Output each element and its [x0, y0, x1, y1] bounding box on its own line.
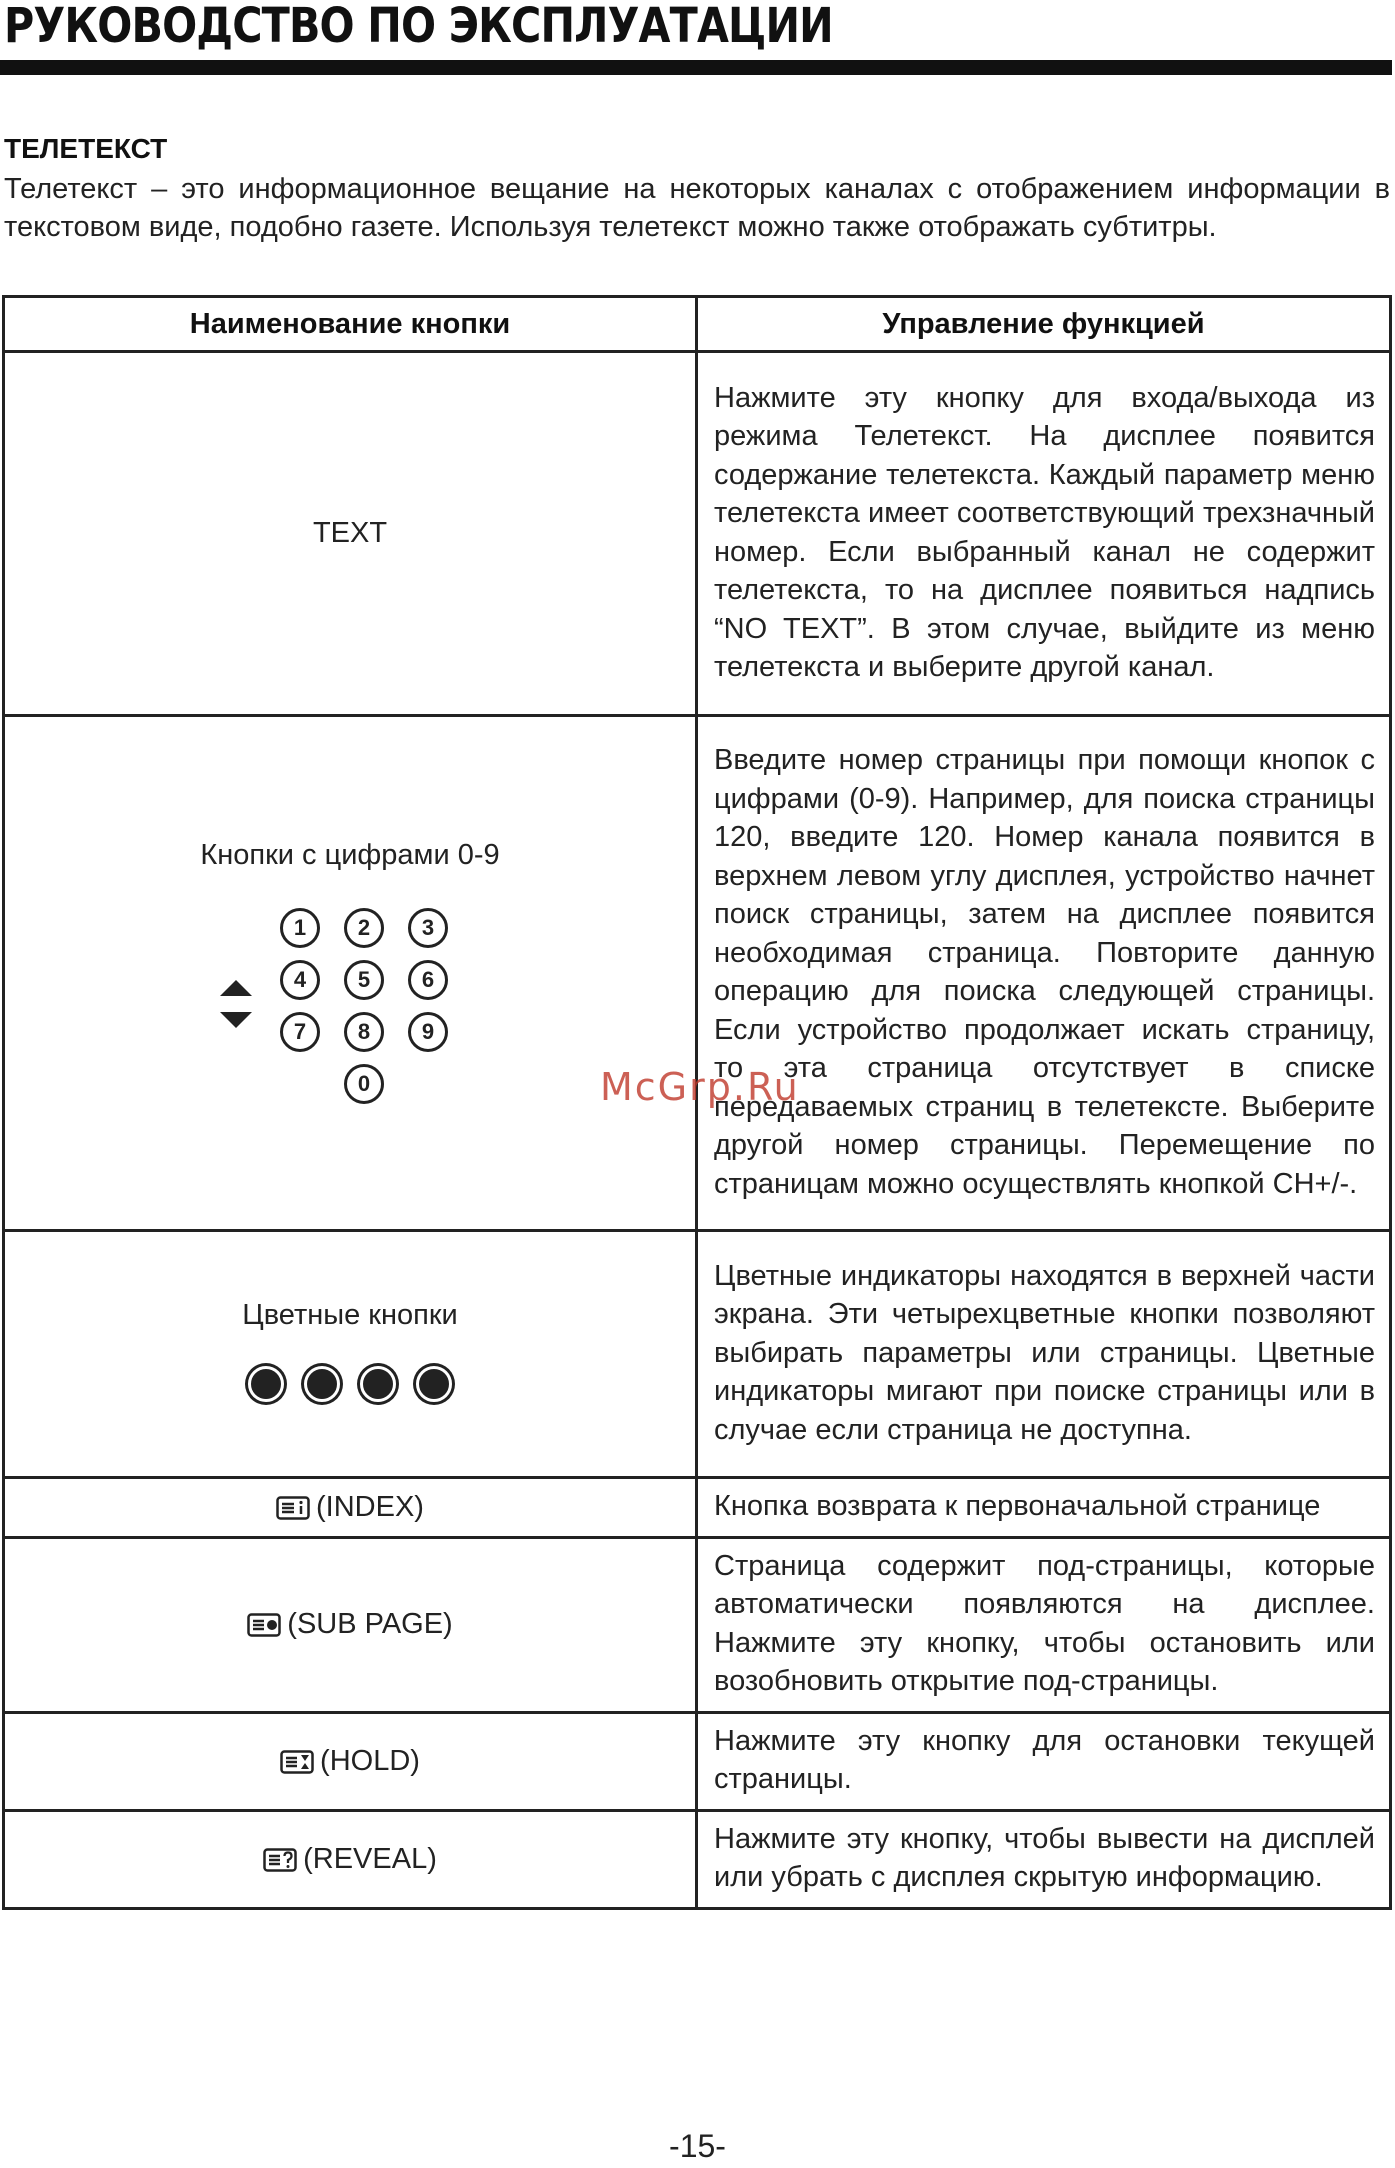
digit-3-key: 3: [408, 908, 448, 948]
color-button-3-icon: [360, 1366, 396, 1402]
teletext-subpage-icon: [247, 1613, 281, 1637]
button-cell-colors: [4, 1231, 697, 1478]
digit-0-key: 0: [344, 1064, 384, 1104]
teletext-index-icon: [276, 1496, 310, 1520]
header-rule: [0, 60, 1392, 75]
table-row-digits: [4, 716, 1391, 1231]
button-cell-subpage: [4, 1537, 697, 1712]
button-cell-digits: [4, 716, 697, 1231]
watermark: McGrp.Ru: [600, 1065, 800, 1109]
table-row-index: [4, 1478, 1391, 1538]
color-button-2-icon: [304, 1366, 340, 1402]
function-desc-index: Кнопка возврата к первоначальной странице: [697, 1478, 1391, 1538]
digit-4-key: 4: [280, 960, 320, 1000]
function-desc-text: Нажмите эту кнопку для входа/выхода из режима Телетекст. На дисплее появится содержание телетекста. Каждый параметр меню телетекста имеет соответствующий трехзначный номер. Если выбранный канал не содержит телетекста, то на дисплее появиться надпись “NO TEXT”. В этом случае, выйдите из меню телетекста и выберите другой канал.: [697, 352, 1391, 716]
section-intro: Телетекст – это информационное вещание на некоторых каналах с отображением информации в текстовом виде, подобно газете. Используя телетекст можно также отображать субтитры.: [4, 173, 1390, 243]
page-number: -15-: [669, 2128, 726, 2164]
table-row-hold: [4, 1712, 1391, 1810]
digit-1-key: 1: [280, 908, 320, 948]
table-row-subpage: [4, 1537, 1391, 1712]
page-title: РУКОВОДСТВО ПО ЭКСПЛУАТАЦИИ: [4, 0, 833, 54]
digit-9-key: 9: [408, 1012, 448, 1052]
teletext-reveal-icon: [263, 1848, 297, 1872]
digit-8-key: 8: [344, 1012, 384, 1052]
table-header-row: [4, 297, 1391, 352]
button-name-text: TEXT: [4, 352, 697, 716]
digit-6-key: 6: [408, 960, 448, 1000]
digit-2-key: 2: [344, 908, 384, 948]
button-name-hold: (HOLD): [320, 1744, 420, 1777]
digit-keypad: [220, 908, 480, 1108]
button-name-reveal: (REVEAL): [303, 1842, 437, 1875]
button-name-digits: Кнопки с цифрами 0-9: [200, 838, 500, 871]
color-button-4-icon: [416, 1366, 452, 1402]
button-name-colors: Цветные кнопки: [242, 1298, 458, 1331]
color-button-1-icon: [248, 1366, 284, 1402]
table-row-reveal: [4, 1810, 1391, 1908]
button-name-index: (INDEX): [316, 1490, 424, 1523]
function-desc-hold: Нажмите эту кнопку для остановки текущей страницы.: [697, 1712, 1391, 1810]
table-row-colors: [4, 1231, 1391, 1478]
function-desc-subpage: Страница содержит под-страницы, которые автоматически появляются на дисплее. Нажмите эту кнопку, чтобы остановить или возобновить открытие под-страницы.: [697, 1537, 1391, 1712]
teletext-hold-icon: [280, 1750, 314, 1774]
function-desc-reveal: Нажмите эту кнопку, чтобы вывести на дисплей или убрать с дисплея скрытую информацию.: [697, 1810, 1391, 1908]
header-button-name: Наименование кнопки: [4, 297, 697, 352]
function-desc-colors: Цветные индикаторы находятся в верхней части экрана. Эти четырехцветные кнопки позволяют выбирать параметры или страницы. Цветные индикаторы мигают при поиске страницы или в случае если страница не доступна.: [697, 1231, 1391, 1478]
table-row-text: [4, 352, 1391, 716]
arrow-down-icon: [220, 1012, 252, 1028]
digit-7-key: 7: [280, 1012, 320, 1052]
color-buttons: [5, 1366, 695, 1410]
arrow-up-icon: [220, 980, 252, 996]
section-title: ТЕЛЕТЕКСТ: [4, 133, 168, 164]
button-cell-index: [4, 1478, 697, 1538]
button-cell-hold: [4, 1712, 697, 1810]
function-desc-digits: Введите номер страницы при помощи кнопок с цифрами (0-9). Например, для поиска страницы 120, введите 120. Номер канала появится в верхнем левом углу дисплея, устройство начнет поиск страницы, затем на дисплее появится необходимая страница. Повторите данную операцию для поиска следующей страницы. Если устройство продолжает искать страницу, то эта страница отсутствует в списке передаваемых страниц в телетексте. Выберите другой номер страницы. Перемещение по страницам можно осуществлять кнопкой CH+/-.: [697, 716, 1391, 1231]
digit-5-key: 5: [344, 960, 384, 1000]
button-name-subpage: (SUB PAGE): [287, 1608, 453, 1640]
header-function: Управление функцией: [697, 297, 1391, 352]
button-cell-reveal: [4, 1810, 697, 1908]
